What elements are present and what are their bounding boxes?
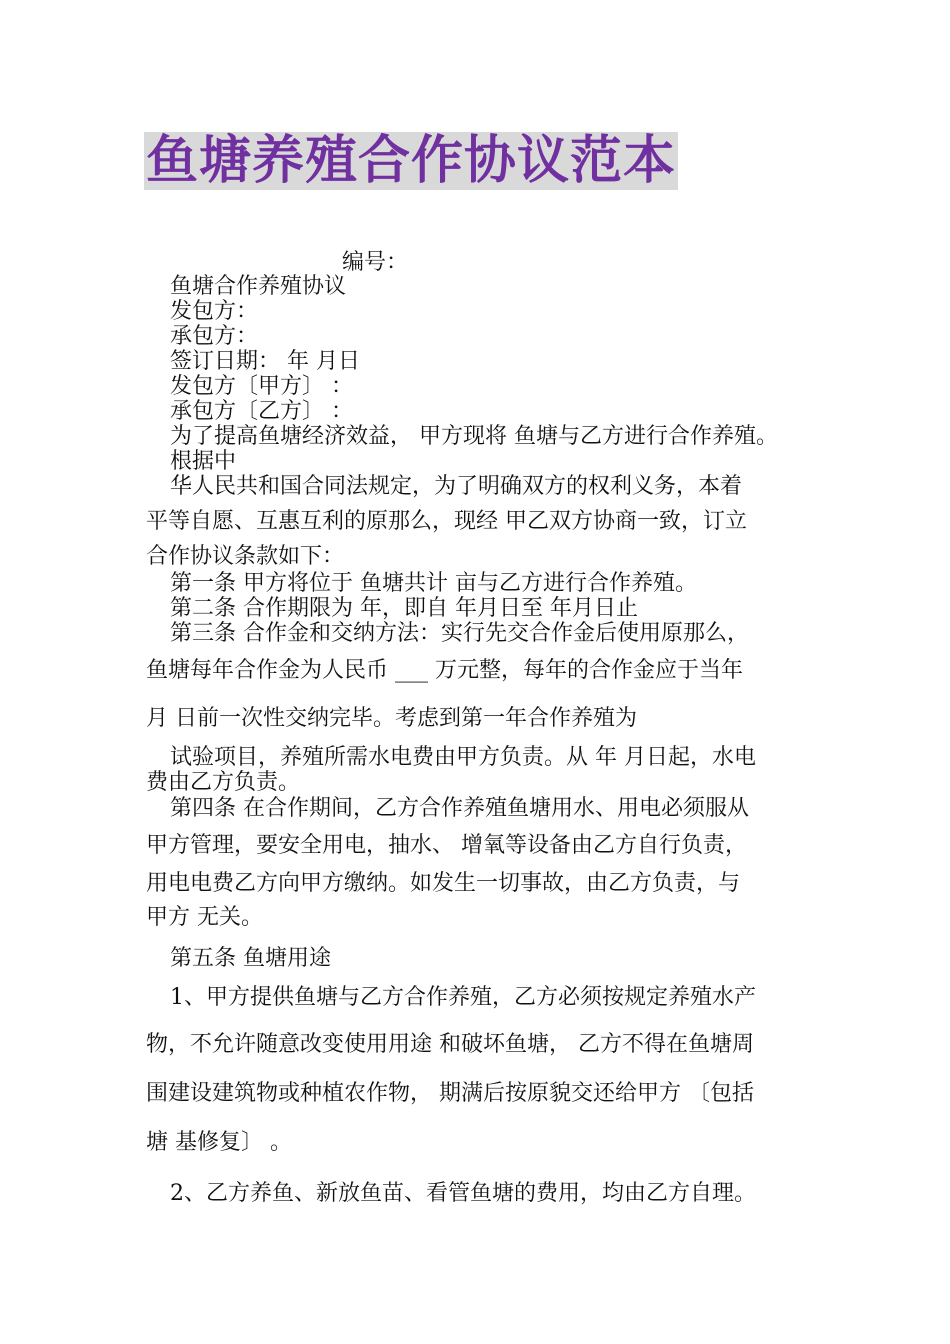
paragraph-line: 华人民共和国合同法规定，为了明确双方的权利义务，本着 [170, 474, 743, 499]
paragraph-line: 承包方〔乙方〕 ： [170, 399, 353, 424]
paragraph-line: 鱼塘每年合作金为人民币 ___ 万元整，每年的合作金应于当年 [146, 658, 743, 683]
paragraph-line: 第四条 在合作期间，乙方合作养殖鱼塘用水、用电必须服从 [170, 796, 749, 821]
paragraph-line: 发包方： [170, 299, 259, 324]
paragraph-line: 月 日前一次性交纳完毕。考虑到第一年合作养殖为 [146, 706, 637, 731]
paragraph-line: 用电电费乙方向甲方缴纳。如发生一切事故，由乙方负责，与 [146, 871, 741, 896]
paragraph-line: 塘 基修复〕 。 [146, 1130, 292, 1155]
paragraph-line: 物，不允许随意改变使用用途 和破坏鱼塘， 乙方不得在鱼塘周 [146, 1032, 754, 1057]
paragraph-line: 合作协议条款如下： [146, 544, 345, 569]
paragraph-line: 甲方管理，要安全用电，抽水、 增氧等设备由乙方自行负责， [146, 833, 747, 858]
paragraph-line: 承包方： [170, 324, 259, 349]
paragraph-line: 发包方〔甲方〕 ： [170, 374, 353, 399]
paragraph-line: 第二条 合作期限为 年，即自 年月日至 年月日止 [170, 596, 638, 621]
paragraph-line: 围建设建筑物或种植农作物， 期满后按原貌交还给甲方 〔包括 [146, 1081, 754, 1106]
number-label: 编号： [342, 250, 409, 275]
document-title: 鱼塘养殖合作协议范本 [146, 131, 677, 191]
paragraph-line: 第五条 鱼塘用途 [170, 946, 331, 971]
paragraph-line: 第一条 甲方将位于 鱼塘共计 亩与乙方进行合作养殖。 [170, 571, 697, 596]
paragraph-line: 费由乙方负责。 [146, 770, 301, 795]
paragraph-line: 签订日期： 年 月日 [170, 349, 360, 374]
paragraph-line: 试验项目，养殖所需水电费由甲方负责。从 年 月日起，水电 [170, 745, 756, 770]
paragraph-line: 平等自愿、互惠互利的原那么，现经 甲乙双方协商一致，订立 [146, 509, 747, 534]
paragraph-line: 1、甲方提供鱼塘与乙方合作养殖，乙方必须按规定养殖水产 [170, 985, 756, 1010]
paragraph-line: 2、乙方养鱼、新放鱼苗、看管鱼塘的费用，均由乙方自理。 [170, 1181, 756, 1206]
paragraph-line: 甲方 无关。 [146, 905, 263, 930]
paragraph-line: 为了提高鱼塘经济效益， 甲方现将 鱼塘与乙方进行合作养殖。 [170, 424, 778, 449]
paragraph-line: 鱼塘合作养殖协议 [170, 274, 347, 299]
paragraph-line: 根据中 [170, 449, 237, 474]
paragraph-line: 第三条 合作金和交纳方法：实行先交合作金后使用原那么， [170, 621, 749, 646]
